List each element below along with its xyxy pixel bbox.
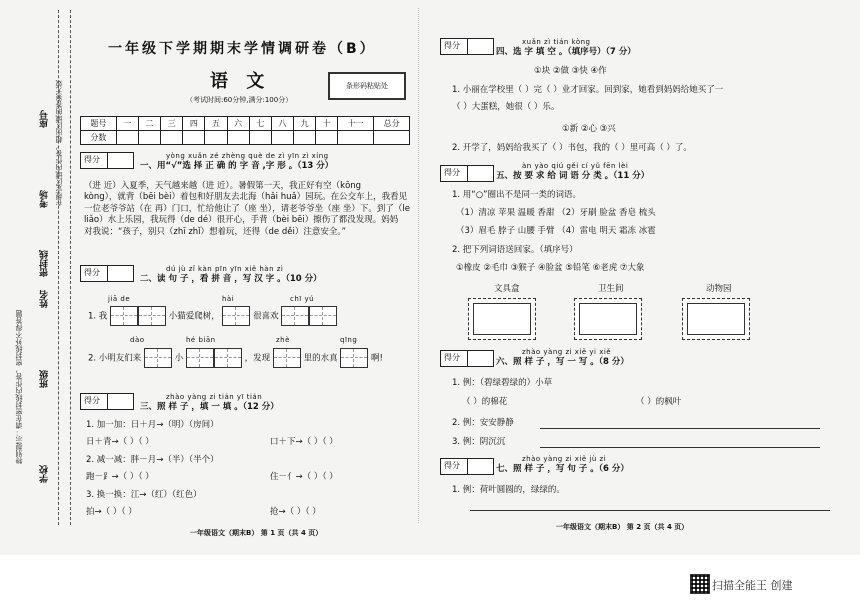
answer-line[interactable] xyxy=(540,428,820,429)
score-cell[interactable] xyxy=(138,131,160,145)
score-header-cell: 五 xyxy=(205,117,227,131)
box-label-zoo: 动物园 xyxy=(706,284,732,294)
section-6-header xyxy=(440,350,494,367)
margin-warning-2: 在规定区域内作答，超出区域的答案无效 xyxy=(55,80,63,206)
question-3-1a[interactable]: 日＋青→（ ）（ ） xyxy=(86,437,154,447)
section-6-title: 六、照 样 子 ，写 一 写 。（8 分） xyxy=(496,357,629,367)
question-6-3: 3. 例：阴沉沉 xyxy=(452,437,506,447)
score-cell[interactable] xyxy=(338,131,374,145)
section-4-options-2: ①新 ②心 ③兴 xyxy=(562,124,616,134)
question-3-2b[interactable]: 住－亻→（ ）（ ） xyxy=(270,472,338,482)
binding-margin xyxy=(8,10,68,530)
score-row-label: 分数 xyxy=(81,131,117,145)
answer-box-stationery[interactable] xyxy=(468,298,536,340)
question-6-2: 2. 例：安安静静 xyxy=(452,418,514,428)
question-3-3a[interactable]: 拍→（ ）（ ） xyxy=(86,507,137,517)
page-fold xyxy=(418,8,419,523)
qr-code-icon xyxy=(690,574,710,594)
char-grid[interactable] xyxy=(281,306,309,326)
section-4-header xyxy=(440,38,494,55)
box-label-stationery: 文具盒 xyxy=(494,284,520,294)
score-box[interactable]: 得分 xyxy=(440,458,494,475)
page-1-footer: 一年级语文（期末B） 第 1 页（共 4 页） xyxy=(190,529,323,537)
section-5-pinyin: àn yào qiú gěi cí yǔ fēn lèi xyxy=(522,162,629,170)
question-5-2-items: ①橡皮 ②毛巾 ③猴子 ④脸盆 ⑤铅笔 ⑥老虎 ⑦大象 xyxy=(456,263,645,273)
question-5-2: 2. 把下列词语送回家。（填序号） xyxy=(452,245,578,255)
section-4-options-1: ①块 ②做 ③快 ④作 xyxy=(534,66,607,76)
subject-title: 语 文 xyxy=(210,71,271,92)
question-4-1b[interactable]: （ ）大蛋糕，她很（ ）乐。 xyxy=(452,102,560,112)
section-1-header xyxy=(80,152,134,169)
question-3-2: 2. 减一减：胖－月→（半）（半个） xyxy=(86,455,219,465)
pinyin-hai: hài xyxy=(222,295,235,303)
page-2-footer: 一年级语文（期末B） 第 2 页（共 4 页） xyxy=(556,523,689,531)
answer-line[interactable] xyxy=(470,510,830,511)
score-box[interactable]: 得分 xyxy=(440,38,494,55)
section-3-title: 三、照 样 子 ，填 一 填 。（12 分） xyxy=(140,402,279,412)
score-header-cell: 一 xyxy=(116,117,138,131)
score-box[interactable]: 得分 xyxy=(440,165,494,182)
question-6-1: 1. 例：（碧绿碧绿的）小草 xyxy=(452,378,553,388)
margin-warning-1: 特别提示：请在密封线内作答，密封线外不得答题 xyxy=(15,310,23,464)
section-1-title: 一、用“√”选 择 正 确 的 字 音 ,字 形 。（13 分） xyxy=(140,161,334,171)
question-3-3: 3. 换一换：江→（红）（红色） xyxy=(86,490,202,500)
score-cell[interactable] xyxy=(161,131,183,145)
score-box[interactable]: 得分 xyxy=(80,152,134,169)
score-box[interactable]: 得分 xyxy=(80,265,134,282)
pinyin-dao: dào xyxy=(130,336,145,344)
question-5-1: 1. 用“○”圈出不是同一类的词语。 xyxy=(452,190,582,200)
section-1-pinyin: yòng xuǎn zé zhèng què de zì yīn zì xíng xyxy=(166,152,329,160)
score-cell[interactable] xyxy=(271,131,293,145)
question-6-1b[interactable]: （ ）的枫叶 xyxy=(636,397,682,407)
section-4-pinyin: xuǎn zì tián kòng xyxy=(522,38,591,46)
section-7-pinyin: zhào yàng zi xiě jù zi xyxy=(522,455,607,463)
score-header-cell: 十 xyxy=(316,117,338,131)
score-header-cell: 八 xyxy=(271,117,293,131)
pinyin-jiade: jiā de xyxy=(108,295,131,303)
pinyin-chiyu: chī yú xyxy=(290,295,315,303)
name-label: 姓名 xyxy=(40,290,50,308)
score-cell[interactable] xyxy=(116,131,138,145)
char-grid[interactable] xyxy=(309,306,337,326)
answer-line[interactable] xyxy=(540,447,820,448)
char-grid[interactable] xyxy=(144,348,172,368)
seal-dashed-line xyxy=(58,10,59,525)
answer-box-zoo[interactable] xyxy=(682,298,750,340)
score-header-cell: 七 xyxy=(249,117,271,131)
exam-room-label: 考场 xyxy=(40,190,50,208)
score-cell[interactable] xyxy=(183,131,205,145)
question-5-1-row2[interactable]: （3）眉毛 脖子 山腰 手臂 （4）雷电 明天 霜冻 冰雹 xyxy=(456,226,656,236)
score-table xyxy=(80,116,410,145)
class-label: 班级 xyxy=(40,370,50,388)
scanner-watermark: 扫描全能王 创建 xyxy=(712,579,793,592)
score-cell[interactable] xyxy=(294,131,316,145)
section-1-passage: （进 近）入夏季，天气越来越（进 近）。暑假第一天，我正好有空（kōng kòng），就背（bēi bèi）着包和好朋友去北海（hǎi huǎ）园玩。在公交车上，我看见 一位老爷爷站（在 再）门口，忙给他让了（座 坐），请老爷爷坐（座 坐）下。到了（le liǎo）水上乐园，我玩得（de dé）很开心，手背（bèi bēi）擦伤了都没发现。妈妈 对我说：“孩子，别只（zhī zhǐ）想着玩，还得（de děi）注意安全。” xyxy=(84,181,410,237)
seat-label: 座号 xyxy=(40,110,50,128)
section-2-pinyin: dú jù zǐ kàn pīn yīn xiě hàn zì xyxy=(166,265,284,273)
section-3-pinyin: zhào yàng zi tián yī tián xyxy=(166,393,263,401)
char-grid[interactable] xyxy=(340,348,368,368)
score-cell[interactable] xyxy=(316,131,338,145)
seal-dashed-line-2 xyxy=(70,10,71,525)
char-grid[interactable] xyxy=(138,306,166,326)
section-3-header xyxy=(80,393,134,410)
score-header-cell: 三 xyxy=(161,117,183,131)
question-3-1b[interactable]: 口＋下→（ ）（ ） xyxy=(270,437,338,447)
pinyin-hebian: hé biān xyxy=(186,336,216,344)
score-header-cell: 六 xyxy=(227,117,249,131)
score-box[interactable]: 得分 xyxy=(80,393,134,410)
question-4-1[interactable]: 1. 小丽在学校里（ ）完（ ）业才回家。回到家，她看到妈妈给她买了一 xyxy=(452,85,724,95)
section-2-header xyxy=(80,265,134,282)
score-header-cell: 二 xyxy=(138,117,160,131)
school-label: 学校 xyxy=(40,465,50,483)
section-6-pinyin: zhào yàng zi xiě yi xiě xyxy=(522,348,612,356)
question-3-1: 1. 加一加：日＋月→（明）（房间） xyxy=(86,420,219,430)
score-header-cell: 九 xyxy=(294,117,316,131)
score-cell[interactable] xyxy=(227,131,249,145)
score-cell[interactable] xyxy=(205,131,227,145)
section-5-header xyxy=(440,165,494,182)
score-header-cell: 十一 xyxy=(338,117,374,131)
section-7-title: 七、照 样 子 ，写 句 子 。（6 分） xyxy=(496,464,629,474)
answer-box-bathroom[interactable] xyxy=(574,298,642,340)
score-box[interactable]: 得分 xyxy=(440,350,494,367)
question-5-1-row1[interactable]: （1）清凉 苹果 温暖 香甜 （2）牙刷 脸盆 香皂 梳头 xyxy=(456,208,656,218)
box-label-bathroom: 卫生间 xyxy=(598,284,624,294)
section-4-title: 四、选 字 填 空 。（填序号）（7 分） xyxy=(496,47,636,57)
pinyin-zhe: zhè xyxy=(276,336,290,344)
char-grid[interactable] xyxy=(110,306,138,326)
question-3-3b[interactable]: 抢→（ ）（ ） xyxy=(270,507,321,517)
section-5-title: 五、按 要 求 给 词 语 分 类 。（11 分） xyxy=(496,171,650,181)
score-cell[interactable] xyxy=(374,131,410,145)
question-3-2a[interactable]: 跑－⻊→（ ）（ ） xyxy=(86,472,154,482)
score-header-cell: 四 xyxy=(183,117,205,131)
char-grid[interactable] xyxy=(186,348,214,368)
char-grid[interactable] xyxy=(273,348,301,368)
question-2-1: 1. 我 小猫爱爬树， 很喜欢 xyxy=(88,306,337,326)
char-grid[interactable] xyxy=(214,348,242,368)
question-2-2: 2. 小明友们来 小 ，发现 里的水真 啊! xyxy=(88,348,383,368)
question-6-1a[interactable]: （ ）的棉花 xyxy=(462,397,508,407)
score-header-cell: 总分 xyxy=(374,117,410,131)
pinyin-qing: qīng xyxy=(340,336,358,344)
section-2-title: 二、读 句 子 ，看 拼 音 ，写 汉 字 。（10 分） xyxy=(140,274,322,284)
question-7-1: 1. 例：荷叶圆圆的，绿绿的。 xyxy=(452,485,565,495)
seal-line-label: 密封线 xyxy=(40,250,50,277)
exam-meta: （考试时间:60分钟,满分:100分） xyxy=(186,96,293,104)
score-cell[interactable] xyxy=(249,131,271,145)
score-header-cell: 题号 xyxy=(81,117,117,131)
char-grid[interactable] xyxy=(222,306,250,326)
exam-title: 一年级下学期期末学情调研卷（B） xyxy=(108,41,377,57)
section-7-header xyxy=(440,458,494,475)
barcode-area: 条形码粘贴处 xyxy=(328,72,406,100)
question-4-2[interactable]: 2. 开学了，妈妈给我买了（ ）书包，我的（ ）里可高（ ）了。 xyxy=(452,143,692,153)
